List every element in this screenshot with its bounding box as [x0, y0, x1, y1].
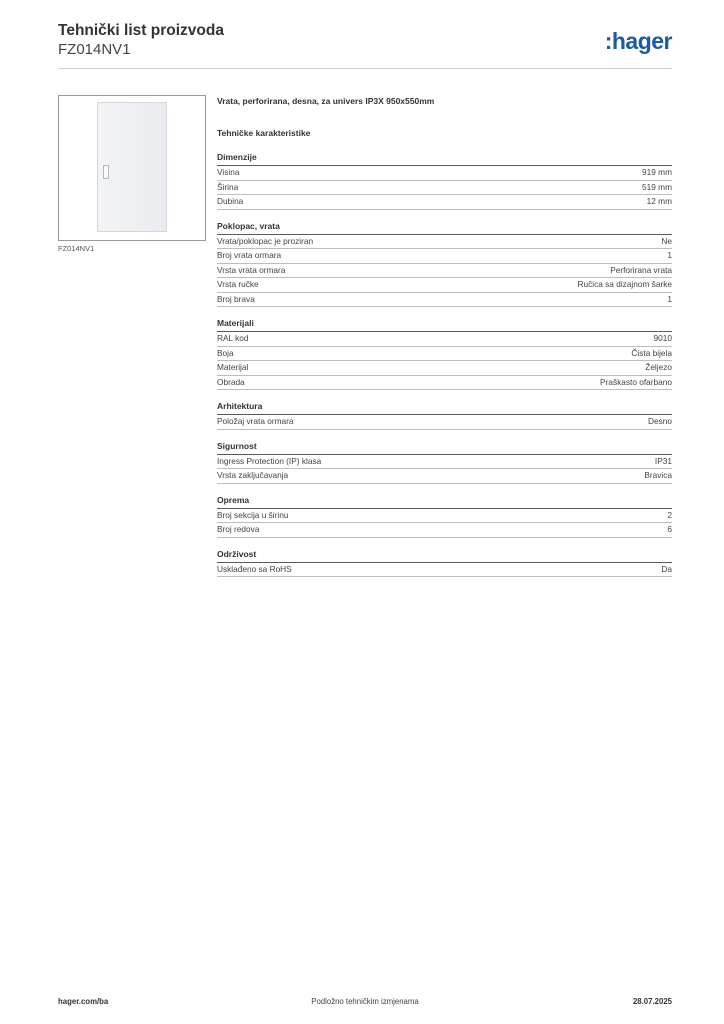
section-title: Održivost: [217, 549, 672, 563]
spec-label: Vrsta ručke: [217, 279, 259, 289]
spec-label: Vrsta vrata ormara: [217, 264, 286, 275]
door-handle-icon: [103, 165, 109, 179]
spec-row: [217, 415, 672, 430]
spec-label: RAL kod: [217, 333, 249, 343]
spec-value: Praškasto ofarbano: [600, 376, 672, 387]
spec-label: Usklađeno sa RoHS: [217, 563, 292, 574]
door-illustration: [97, 102, 167, 232]
spec-value: Čista bijela: [631, 347, 672, 358]
spec-value: 1: [667, 293, 672, 304]
spec-label: Broj sekcija u širinu: [217, 509, 289, 520]
spec-row: [217, 469, 672, 484]
footer-website: hager.com/ba: [58, 997, 109, 1006]
tech-characteristics-heading: Tehničke karakteristike: [217, 128, 311, 138]
spec-value: 519 mm: [642, 181, 672, 192]
spec-label: Širina: [217, 181, 239, 192]
spec-label: Dubina: [217, 196, 244, 206]
spec-label: Broj vrata ormara: [217, 250, 282, 260]
spec-label: Broj redova: [217, 524, 260, 534]
spec-label: Položaj vrata ormara: [217, 416, 294, 426]
spec-row: [217, 361, 672, 376]
spec-content: [217, 96, 672, 588]
spec-row: [217, 264, 672, 279]
spec-label: Vrsta zaključavanja: [217, 470, 289, 480]
section-title: Materijali: [217, 318, 672, 332]
page-header: [58, 20, 672, 69]
spec-row: [217, 376, 672, 391]
spec-section: [217, 441, 672, 484]
spec-value: 9010: [653, 333, 672, 343]
section-title: Arhitektura: [217, 401, 672, 415]
spec-value: Da: [661, 563, 672, 574]
product-image: [58, 95, 206, 241]
spec-value: 2: [667, 509, 672, 520]
spec-label: Materijal: [217, 362, 249, 372]
spec-label: Obrada: [217, 376, 245, 387]
spec-value: Desno: [648, 416, 672, 426]
spec-value: 6: [667, 524, 672, 534]
spec-value: Perforirana vrata: [610, 264, 672, 275]
spec-label: Vrata/poklopac je proziran: [217, 235, 314, 246]
spec-section: [217, 495, 672, 538]
page-title: Tehnički list proizvoda: [58, 22, 224, 39]
spec-row: [217, 181, 672, 196]
spec-row: [217, 563, 672, 578]
spec-section: [217, 549, 672, 578]
section-title: Sigurnost: [217, 441, 672, 455]
footer-date: 28.07.2025: [632, 997, 672, 1006]
footer-note: Podložno tehničkim izmjenama: [311, 997, 419, 1006]
section-title: Oprema: [217, 495, 672, 509]
spec-value: IP31: [654, 455, 672, 466]
spec-row: [217, 523, 672, 538]
spec-row: [217, 195, 672, 210]
spec-value: 919 mm: [642, 167, 672, 177]
spec-section: [217, 221, 672, 308]
spec-row: [217, 332, 672, 347]
hager-logo: [605, 28, 672, 55]
section-title: Poklopac, vrata: [217, 221, 672, 235]
product-description: Vrata, perforirana, desna, za univers IP3X 950x550mm: [217, 96, 435, 106]
spec-row: [217, 166, 672, 181]
spec-label: Visina: [217, 167, 240, 177]
spec-row: [217, 509, 672, 524]
spec-row: [217, 293, 672, 308]
spec-label: Boja: [217, 347, 234, 358]
spec-label: Broj brava: [217, 293, 255, 304]
spec-value: Ručica sa dizajnom šarke: [577, 279, 672, 289]
spec-value: Željezo: [645, 362, 672, 372]
product-code: FZ014NV1: [58, 41, 131, 58]
spec-value: Bravica: [644, 470, 672, 480]
logo-text: hager: [611, 28, 672, 54]
spec-section: [217, 318, 672, 390]
spec-row: [217, 278, 672, 293]
section-title: Dimenzije: [217, 152, 672, 166]
spec-section: [217, 401, 672, 430]
spec-section: [217, 152, 672, 210]
product-image-caption: FZ014NV1: [58, 244, 95, 253]
spec-row: [217, 249, 672, 264]
spec-label: Ingress Protection (IP) klasa: [217, 455, 322, 466]
spec-row: [217, 235, 672, 250]
spec-row: [217, 347, 672, 362]
spec-value: Ne: [661, 235, 672, 246]
spec-row: [217, 455, 672, 470]
spec-sections: [217, 152, 672, 577]
spec-value: 12 mm: [646, 196, 672, 206]
logo-mark: :: [604, 28, 612, 54]
spec-value: 1: [667, 250, 672, 260]
